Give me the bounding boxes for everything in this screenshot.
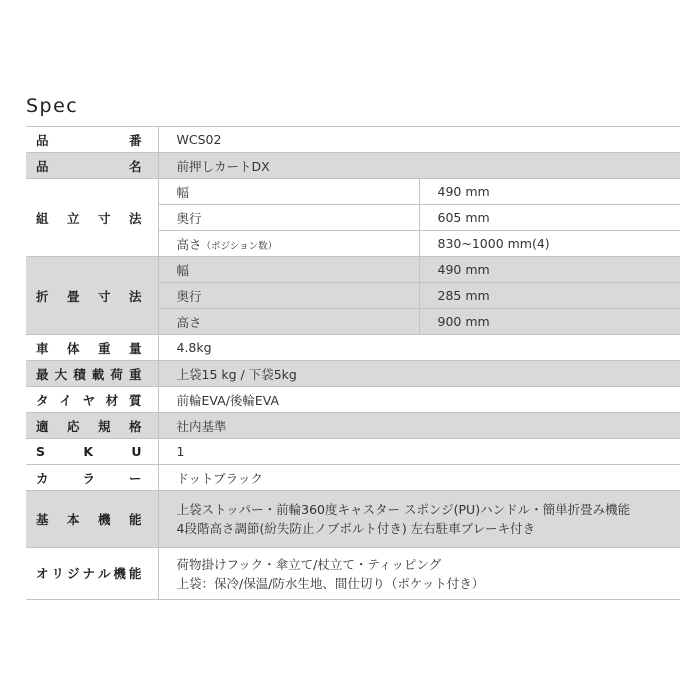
label-text	[26, 564, 158, 583]
label-char: 折	[36, 288, 49, 304]
value-kikaku: 社内基準	[158, 413, 680, 439]
row-sku	[26, 439, 680, 465]
label-char: 組	[36, 210, 49, 226]
label-char: K	[83, 444, 94, 459]
value-color: ドットブラック	[158, 465, 680, 491]
label-color	[26, 465, 158, 491]
label-char: 品	[36, 132, 49, 148]
label-char: 重	[97, 340, 111, 356]
label-hinban	[26, 127, 158, 153]
value-hinban: WCS02	[158, 127, 680, 153]
row-oritatami-width	[26, 257, 680, 283]
label-char: 体	[66, 340, 80, 356]
label-char: 寸	[97, 210, 111, 226]
original-line-2: 上袋：保冷/保温/防水生地、間仕切り（ポケット付き）	[176, 575, 485, 591]
label-char: 質	[128, 392, 142, 408]
row-tire	[26, 387, 680, 413]
value-sku: 1	[158, 439, 680, 465]
row-color	[26, 465, 680, 491]
kumitate-width-label: 幅	[158, 179, 419, 205]
label-char: 格	[128, 418, 142, 434]
label-text	[26, 157, 158, 175]
label-kikaku	[26, 413, 158, 439]
label-char: 荷	[110, 366, 123, 382]
label-char: 能	[128, 566, 142, 581]
spec-title: Spec	[26, 95, 79, 117]
label-char: 規	[97, 418, 111, 434]
label-char: 重	[128, 366, 142, 382]
label-char: ラ	[82, 470, 95, 486]
label-char: U	[131, 444, 142, 459]
row-kikaku	[26, 413, 680, 439]
label-text	[26, 339, 158, 357]
label-text	[26, 131, 158, 149]
label-char: リ	[51, 566, 64, 581]
label-char: 品	[36, 158, 49, 174]
label-kinou	[26, 491, 158, 548]
value-tire: 前輪EVA/後輪EVA	[158, 387, 680, 413]
label-text	[26, 417, 158, 435]
label-char: S	[36, 444, 46, 459]
oritatami-width-value: 490 mm	[419, 257, 680, 283]
label-char: オ	[36, 566, 49, 581]
label-char: 車	[36, 340, 49, 356]
label-char: 立	[66, 210, 80, 226]
label-text	[26, 287, 158, 305]
value-kinou	[158, 491, 680, 548]
label-hinmei	[26, 153, 158, 179]
label-char: 法	[128, 288, 142, 304]
label-char: 畳	[66, 288, 80, 304]
row-saidai	[26, 361, 680, 387]
row-original	[26, 548, 680, 600]
label-char: タ	[36, 392, 49, 408]
label-text	[26, 209, 158, 227]
label-text	[26, 510, 158, 529]
label-char: ジ	[66, 566, 80, 581]
oritatami-height-value: 900 mm	[419, 309, 680, 335]
row-jyuryo	[26, 335, 680, 361]
label-char: イ	[59, 392, 72, 408]
label-jyuryo	[26, 335, 158, 361]
label-char: 量	[128, 340, 142, 356]
label-char: 法	[128, 210, 142, 226]
label-char: ナ	[82, 566, 95, 581]
label-char: 本	[66, 511, 80, 527]
oritatami-height-label: 高さ	[158, 309, 419, 335]
label-char: 機	[97, 511, 111, 527]
label-text	[26, 444, 158, 459]
label-char: ル	[97, 566, 111, 581]
row-kumitate-width	[26, 179, 680, 205]
label-char: 番	[128, 132, 142, 148]
label-sku	[26, 439, 158, 465]
original-line-1: 荷物掛けフック・傘立て/杖立て・ティッピング	[176, 556, 442, 572]
label-saidai	[26, 361, 158, 387]
oritatami-depth-label: 奥行	[158, 283, 419, 309]
kumitate-height-note: （ポジション数）	[201, 240, 278, 252]
label-char: 機	[113, 566, 126, 581]
label-char: 応	[66, 418, 80, 434]
row-hinmei	[26, 153, 680, 179]
label-char: 載	[91, 366, 105, 382]
label-char: 名	[128, 158, 142, 174]
label-char: 基	[36, 511, 49, 527]
label-char: 大	[54, 366, 68, 382]
label-char: 寸	[97, 288, 111, 304]
kumitate-depth-label: 奥行	[158, 205, 419, 231]
label-text	[26, 365, 158, 383]
row-hinban	[26, 127, 680, 153]
kumitate-depth-value: 605 mm	[419, 205, 680, 231]
label-kumitate	[26, 179, 158, 257]
value-original	[158, 548, 680, 600]
label-original	[26, 548, 158, 600]
label-char: 積	[73, 366, 86, 382]
label-char: 適	[36, 418, 49, 434]
label-text	[26, 391, 158, 409]
label-char: 材	[105, 392, 119, 408]
value-jyuryo: 4.8kg	[158, 335, 680, 361]
label-tire	[26, 387, 158, 413]
label-text	[26, 469, 158, 487]
value-saidai: 上袋15 kg / 下袋5kg	[158, 361, 680, 387]
kumitate-height-label	[158, 231, 419, 257]
label-char: カ	[36, 470, 49, 486]
label-char: ー	[128, 470, 142, 486]
row-kinou	[26, 491, 680, 548]
label-oritatami	[26, 257, 158, 335]
value-hinmei: 前押しカートDX	[158, 153, 680, 179]
kumitate-height-name: 高さ	[176, 236, 202, 252]
kumitate-height-value: 830~1000 mm(4)	[419, 231, 680, 257]
spec-table	[26, 126, 680, 600]
oritatami-width-label: 幅	[158, 257, 419, 283]
label-char: 最	[36, 366, 49, 382]
kumitate-width-value: 490 mm	[419, 179, 680, 205]
kinou-line-1: 上袋ストッパー・前輪360度キャスター スポンジ(PU)ハンドル・簡単折畳み機能	[176, 502, 631, 517]
label-char: ヤ	[82, 392, 95, 408]
label-char: 能	[128, 511, 142, 527]
oritatami-depth-value: 285 mm	[419, 283, 680, 309]
kinou-line-2: 4段階高さ調節(紛失防止ノブボルト付き) 左右駐車ブレーキ付き	[176, 521, 536, 536]
